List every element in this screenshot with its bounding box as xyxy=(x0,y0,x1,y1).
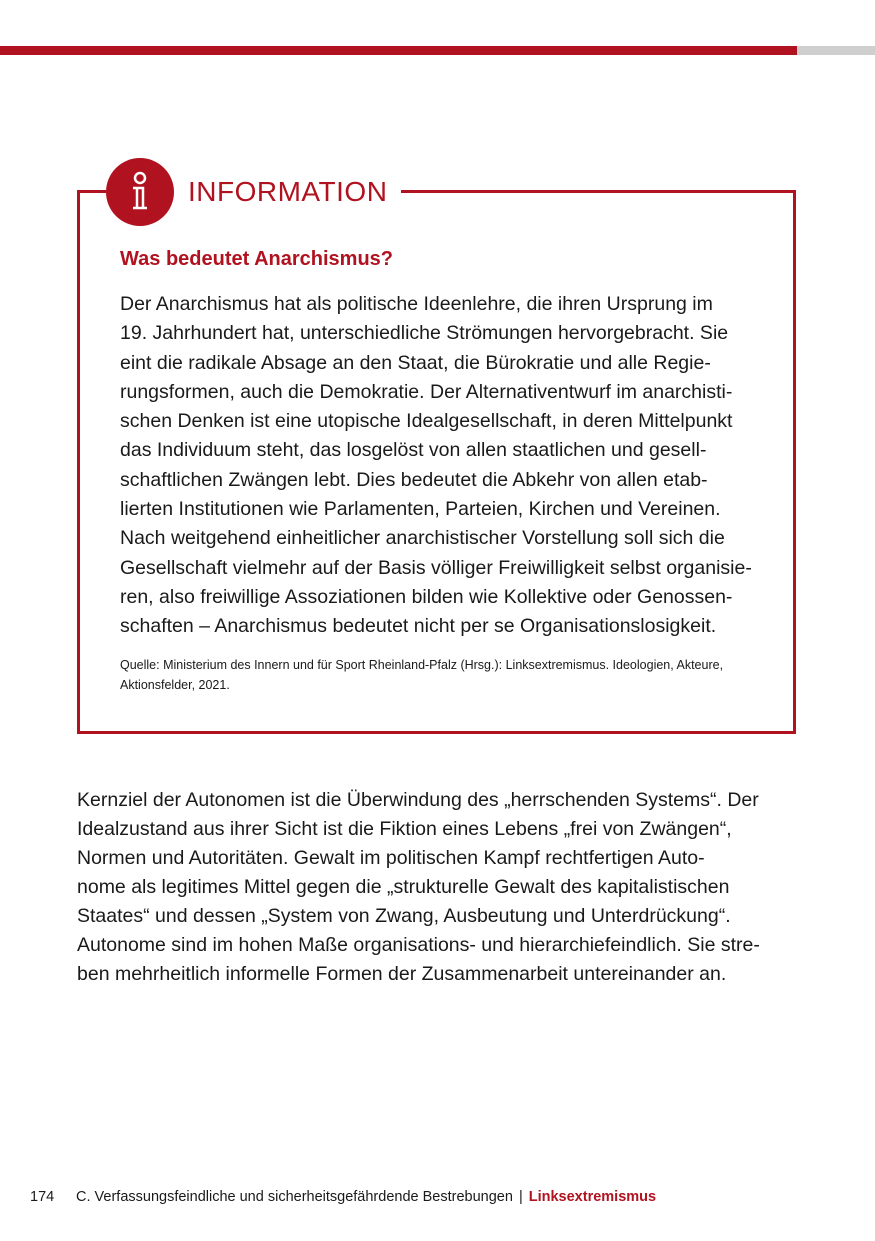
body-line: schaftlichen Zwängen lebt. Dies bedeutet die Abkehr von allen etab- xyxy=(120,468,708,491)
body-line: Der Anarchismus hat als politische Ideenlehre, die ihren Ursprung im xyxy=(120,293,713,315)
header-grey-bar xyxy=(797,46,875,55)
body-line: Nach weitgehend einheitlicher anarchistischer Vorstellung soll sich die xyxy=(120,527,725,550)
body-line: lierten Institutionen wie Parlamenten, Parteien, Kirchen und Vereinen. xyxy=(120,498,721,521)
information-box-heading: Was bedeutet Anarchismus? xyxy=(120,248,394,270)
paragraph-line: Autonome sind im hohen Maße organisations- und hierarchiefeindlich. Sie stre- xyxy=(77,934,760,956)
paragraph-line: Staates“ und dessen „System von Zwang, Ausbeutung und Unterdrückung“. xyxy=(77,905,731,927)
footer-section: Linksextremismus xyxy=(528,1189,657,1205)
information-box-title: INFORMATION xyxy=(188,176,388,207)
information-box-source xyxy=(120,655,780,695)
body-line: das Individuum steht, das losgelöst von allen staatlichen und gesell- xyxy=(120,439,707,462)
footer-separator: | xyxy=(518,1189,523,1205)
info-glyph-icon xyxy=(120,170,160,214)
info-icon xyxy=(106,158,174,226)
paragraph-line: Idealzustand aus ihrer Sicht ist die Fiktion eines Lebens „frei von Zwängen“, xyxy=(77,818,732,840)
page-footer xyxy=(30,1189,656,1205)
main-paragraph xyxy=(77,786,807,989)
page-number: 174 xyxy=(30,1189,55,1205)
source-line: Quelle: Ministerium des Innern und für Sport Rheinland-Pfalz (Hrsg.): Linksextremismus. Ideologien, Akteure, xyxy=(120,658,724,672)
paragraph-line: Normen und Autoritäten. Gewalt im politischen Kampf rechtfertigen Auto- xyxy=(77,847,705,869)
body-line: schen Denken ist eine utopische Idealgesellschaft, in deren Mittelpunkt xyxy=(120,410,733,433)
source-line: Aktionsfelder, 2021. xyxy=(120,678,230,692)
paragraph-line: nome als legitimes Mittel gegen die „strukturelle Gewalt des kapitalistischen xyxy=(77,876,730,898)
body-line: ren, also freiwillige Assoziationen bilden wie Kollektive oder Genossen- xyxy=(120,585,733,608)
paragraph-line: Kernziel der Autonomen ist die Überwindung des „herrschenden Systems“. Der xyxy=(77,789,759,811)
information-box-header xyxy=(106,158,401,226)
footer-chapter: C. Verfassungsfeindliche und sicherheitsgefährdende Bestrebungen xyxy=(76,1189,513,1205)
body-line: rungsformen, auch die Demokratie. Der Alternativentwurf im anarchisti- xyxy=(120,380,733,403)
header-accent-bar xyxy=(0,46,797,55)
body-line: eint die radikale Absage an den Staat, die Bürokratie und alle Regie- xyxy=(120,351,711,374)
body-line: Gesellschaft vielmehr auf der Basis völliger Freiwilligkeit selbst organisie- xyxy=(120,556,752,579)
body-line: schaften – Anarchismus bedeutet nicht per se Organisationslosigkeit. xyxy=(120,615,717,638)
paragraph-line: ben mehrheitlich informelle Formen der Zusammenarbeit untereinander an. xyxy=(77,963,727,985)
body-line: 19. Jahrhundert hat, unterschiedliche Strömungen hervorgebracht. Sie xyxy=(120,322,729,345)
information-box-body xyxy=(120,290,780,642)
